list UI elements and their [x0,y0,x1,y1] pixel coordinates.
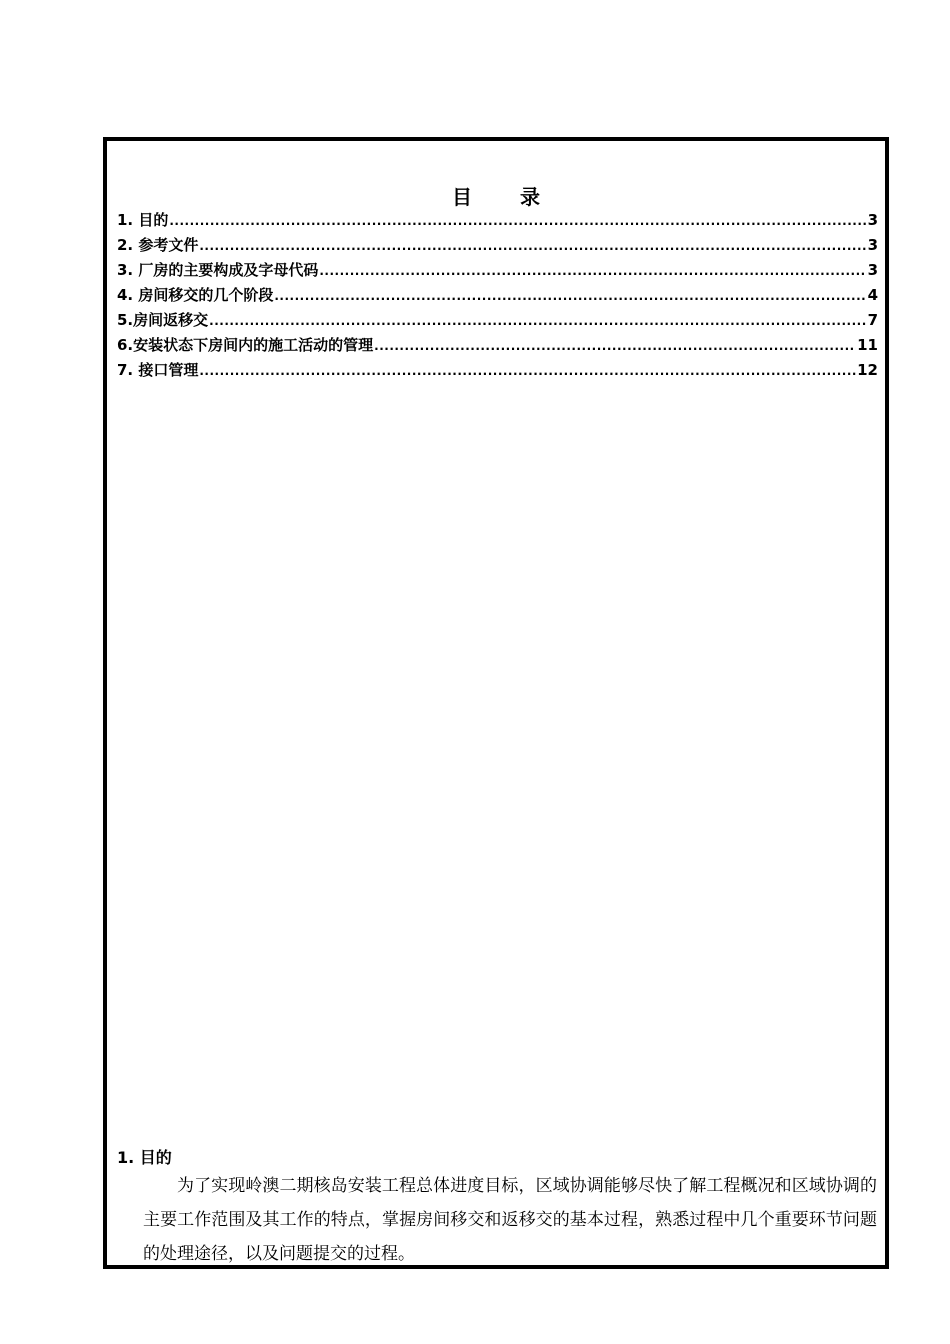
toc-dot-leader [319,259,866,283]
toc-entry-page: 11 [857,336,878,354]
toc-entry-1[interactable] [117,208,878,233]
toc-entry-page: 3 [867,211,878,229]
toc-entry-5[interactable] [117,308,878,333]
toc-dot-leader [374,334,856,358]
toc-entry-label: 7. 接口管理 [117,361,199,379]
toc-entry-page: 3 [867,261,878,279]
toc-entry-label: 3. 厂房的主要构成及字母代码 [117,261,319,279]
toc-entry-label: 5.房间返移交 [117,311,209,329]
toc-entry-4[interactable] [117,283,878,308]
toc-entry-page: 3 [867,236,878,254]
toc-entry-label: 1. 目的 [117,211,169,229]
toc-entry-label: 4. 房间移交的几个阶段 [117,286,274,304]
toc-entry-label: 6.安装状态下房间内的施工活动的管理 [117,336,374,354]
section-body-paragraph: 为了实现岭澳二期核岛安装工程总体进度目标，区域协调能够尽快了解工程概况和区域协调的主要工作范围及其工作的特点，掌握房间移交和返移交的基本过程，熟悉过程中几个重要环节问题的处理途径，以及问题提交的过程。 [143,1176,877,1264]
toc-dot-leader [199,359,856,383]
toc-entry-page: 12 [857,361,878,379]
toc-entry-page: 7 [867,311,878,329]
toc-entry-3[interactable] [117,258,878,283]
toc-list [117,208,878,383]
toc-dot-leader [199,234,866,258]
toc-entry-2[interactable] [117,233,878,258]
toc-dot-leader [209,309,866,333]
section-heading: 1. 目的 [117,1148,172,1167]
toc-entry-page: 4 [867,286,878,304]
page-frame [103,137,889,1269]
toc-title: 目录 [452,185,588,209]
toc-entry-7[interactable] [117,358,878,383]
toc-dot-leader [274,284,866,308]
toc-entry-label: 2. 参考文件 [117,236,199,254]
toc-entry-6[interactable] [117,333,878,358]
toc-dot-leader [169,209,866,233]
